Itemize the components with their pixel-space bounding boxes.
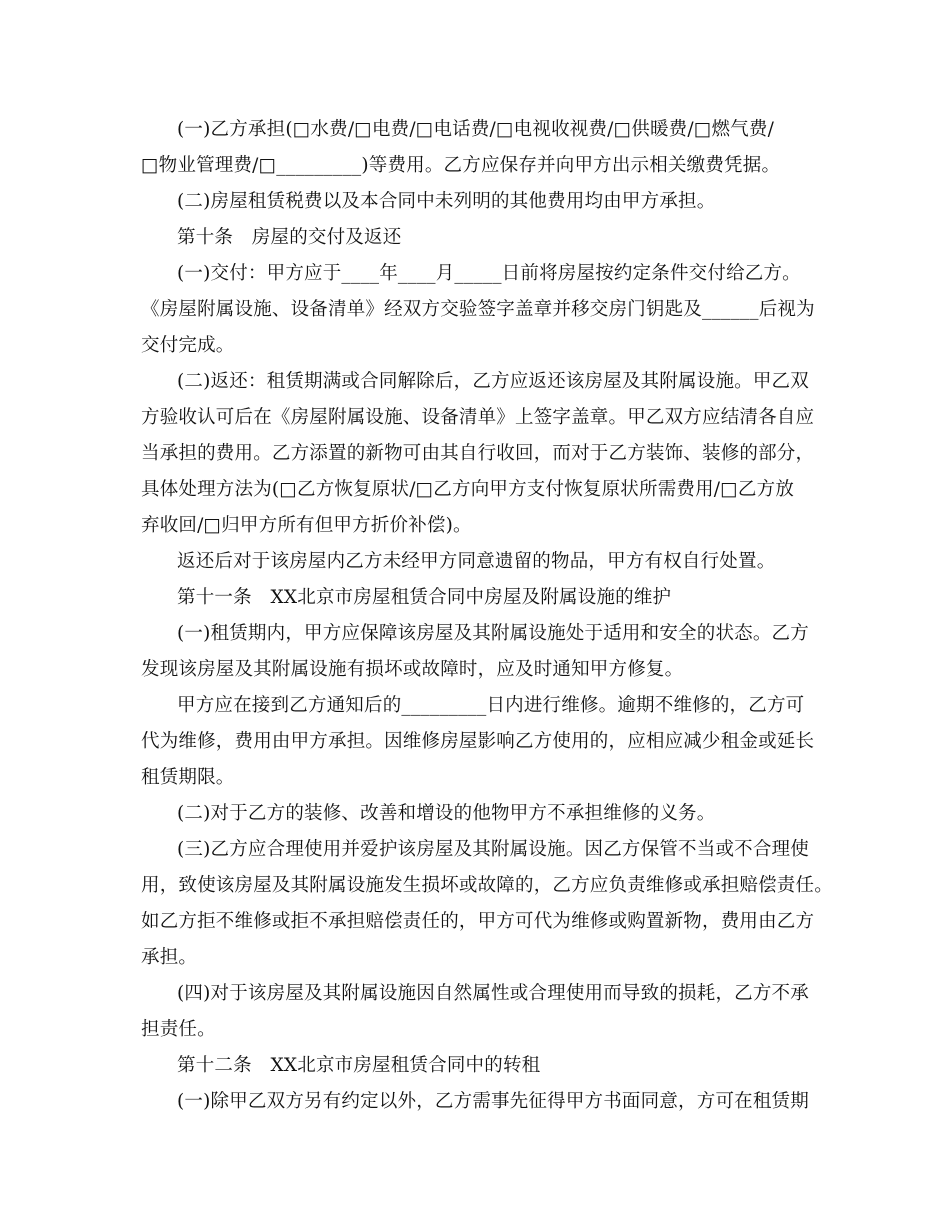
section-heading: 第十二条 XX北京市房屋租赁合同中的转租 <box>177 1055 541 1076</box>
paragraph-line: (一)除甲乙双方另有约定以外，乙方需事先征得甲方书面同意，方可在租赁期 <box>177 1091 809 1112</box>
paragraph-line: (三)乙方应合理使用并爱护该房屋及其附属设施。因乙方保管不当或不合理使 <box>177 839 809 860</box>
paragraph-line: 方验收认可后在《房屋附属设施、设备清单》上签字盖章。甲乙双方应结清各自应 <box>141 407 815 428</box>
paragraph-line: 弃收回/□归甲方所有但甲方折价补偿)。 <box>141 515 472 536</box>
paragraph-line: 承担。 <box>141 947 198 968</box>
paragraph-line: 担责任。 <box>141 1019 216 1040</box>
paragraph-line: 《房屋附属设施、设备清单》经双方交验签字盖章并移交房门钥匙及______后视为 <box>141 299 815 320</box>
paragraph-line: □物业管理费/□_________)等费用。乙方应保存并向甲方出示相关缴费凭据。 <box>141 155 781 176</box>
paragraph-line: 用，致使该房屋及其附属设施发生损坏或故障的，乙方应负责维修或承担赔偿责任。 <box>141 875 833 896</box>
paragraph-line: 返还后对于该房屋内乙方未经甲方同意遗留的物品，甲方有权自行处置。 <box>177 551 776 572</box>
section-heading: 第十条 房屋的交付及返还 <box>177 227 402 248</box>
paragraph-line: (一)乙方承担(□水费/□电费/□电话费/□电视收视费/□供暖费/□燃气费/ <box>177 119 775 140</box>
paragraph-line: 交付完成。 <box>141 335 235 356</box>
paragraph-line: (二)对于乙方的装修、改善和增设的他物甲方不承担维修的义务。 <box>177 803 716 824</box>
paragraph-line: (四)对于该房屋及其附属设施因自然属性或合理使用而导致的损耗，乙方不承 <box>177 983 809 1004</box>
paragraph-line: (一)租赁期内，甲方应保障该房屋及其附属设施处于适用和安全的状态。乙方 <box>177 623 809 644</box>
paragraph-line: 代为维修，费用由甲方承担。因维修房屋影响乙方使用的，应相应减少租金或延长 <box>141 731 815 752</box>
paragraph-line: (二)房屋租赁税费以及本合同中未列明的其他费用均由甲方承担。 <box>177 191 716 212</box>
paragraph-line: 当承担的费用。乙方添置的新物可由其自行收回，而对于乙方装饰、装修的部分， <box>141 443 815 464</box>
paragraph-line: (二)返还：租赁期满或合同解除后，乙方应返还该房屋及其附属设施。甲乙双 <box>177 371 809 392</box>
paragraph-line: 发现该房屋及其附属设施有损坏或故障时，应及时通知甲方修复。 <box>141 659 684 680</box>
paragraph-line: 租赁期限。 <box>141 767 235 788</box>
section-heading: 第十一条 XX北京市房屋租赁合同中房屋及附属设施的维护 <box>177 587 672 608</box>
paragraph-line: (一)交付：甲方应于____年____月_____日前将房屋按约定条件交付给乙方。 <box>177 263 801 284</box>
paragraph-line: 具体处理方法为(□乙方恢复原状/□乙方向甲方支付恢复原状所需费用/□乙方放 <box>141 479 795 500</box>
paragraph-line: 如乙方拒不维修或拒不承担赔偿责任的，甲方可代为维修或购置新物，费用由乙方 <box>141 911 815 932</box>
paragraph-line: 甲方应在接到乙方通知后的_________日内进行维修。逾期不维修的，乙方可 <box>177 695 805 716</box>
